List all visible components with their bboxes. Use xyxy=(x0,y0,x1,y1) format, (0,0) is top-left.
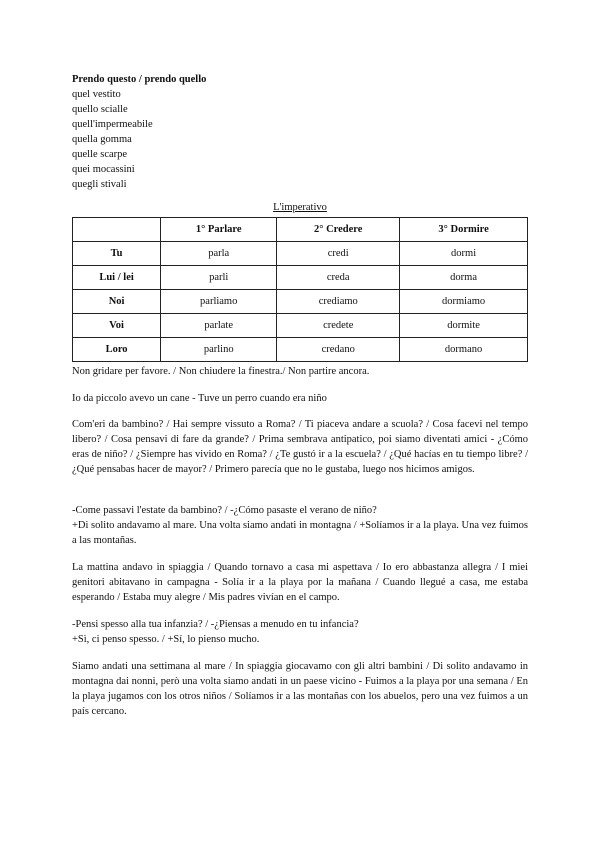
imperative-table xyxy=(72,217,528,362)
list-item: quelle scarpe xyxy=(72,149,128,160)
list-item: quello scialle xyxy=(72,104,128,115)
list-item: quella gomma xyxy=(72,134,132,145)
paragraph: -Come passavi l'estate da bambino? / -¿Cómo pasaste el verano de niño? +Di solito andavamo al mare. Una volta siamo andati in montagna / +Solíamos ir a la playa. Una vez fuimos a las montañas. xyxy=(72,505,528,546)
table-cell: parli xyxy=(161,266,277,290)
table-header-cell: 1° Parlare xyxy=(161,218,277,242)
paragraph: La mattina andavo in spiaggia / Quando tornavo a casa mi aspettava / Io ero abbastanza allegra / I miei genitori abitavano in campagna - Solía ir a la playa por la mañana / Cuando llegué a casa, me estaba esperando / Estaba muy alegre / Mis padres vivían en el campo. xyxy=(72,562,528,603)
paragraph: Non gridare per favore. / Non chiudere la finestra./ Non partire ancora. xyxy=(72,366,370,377)
table-cell: parliamo xyxy=(161,290,277,314)
table-cell: credano xyxy=(277,338,400,362)
table-header-row xyxy=(73,218,528,242)
list-item: quel vestito xyxy=(72,89,121,100)
paragraph: Siamo andati una settimana al mare / In spiaggia giocavamo con gli altri bambini / Di solito andavamo in montagna dai nonni, però una volta siamo andati in un paese vicino - Fuimos a la playa por una semana / En la playa jugamos con los otros niños / Solíamos ir a las montañas con los abuelos, pero una vez fuimos a un país cercano. xyxy=(72,661,528,717)
table-header-cell xyxy=(73,218,161,242)
document-page xyxy=(72,72,528,719)
table-cell: Tu xyxy=(73,242,161,266)
table-cell: parla xyxy=(161,242,277,266)
table-cell: Loro xyxy=(73,338,161,362)
table-cell: dormiamo xyxy=(400,290,528,314)
paragraph: Io da piccolo avevo un cane - Tuve un perro cuando era niño xyxy=(72,393,327,404)
table-row xyxy=(73,242,528,266)
table-row xyxy=(73,338,528,362)
table-header-cell: 3° Dormire xyxy=(400,218,528,242)
table-cell: dormano xyxy=(400,338,528,362)
table-cell: credi xyxy=(277,242,400,266)
table-cell: crediamo xyxy=(277,290,400,314)
table-header-cell: 2° Credere xyxy=(277,218,400,242)
table-cell: Noi xyxy=(73,290,161,314)
list-item: quell'impermeabile xyxy=(72,119,153,130)
list-item: quei mocassini xyxy=(72,164,135,175)
table-cell: dormite xyxy=(400,314,528,338)
table-cell: Voi xyxy=(73,314,161,338)
table-row xyxy=(73,266,528,290)
table-cell: parlate xyxy=(161,314,277,338)
table-row xyxy=(73,290,528,314)
table-row xyxy=(73,314,528,338)
demonstrative-list xyxy=(72,87,528,192)
table-cell: dorma xyxy=(400,266,528,290)
table-cell: credete xyxy=(277,314,400,338)
table-cell: creda xyxy=(277,266,400,290)
table-cell: Lui / lei xyxy=(73,266,161,290)
table-cell: parlino xyxy=(161,338,277,362)
paragraph: Com'eri da bambino? / Hai sempre vissuto a Roma? / Ti piaceva andare a scuola? / Cosa facevi nel tempo libero? / Cosa pensavi di fare da grande? / Prima sembrava antipatico, poi siamo diventati amici - ¿Cómo eras de niño? / ¿Siempre has vivido en Roma? / ¿Te gustó ir a la escuela? / ¿Qué hacías en tu tiempo libre? / ¿Qué pensabas hacer de mayor? / Primero parecía que no le gustaba, luego nos hicimos amigos. xyxy=(72,419,528,475)
list-item: quegli stivali xyxy=(72,179,127,190)
table-cell: dormi xyxy=(400,242,528,266)
table-caption: L'imperativo xyxy=(273,202,327,213)
section-heading: Prendo questo / prendo quello xyxy=(72,74,207,85)
paragraph: -Pensi spesso alla tua infanzia? / -¿Piensas a menudo en tu infancia? +Sì, ci penso spesso. / +Sí, lo pienso mucho. xyxy=(72,619,359,645)
